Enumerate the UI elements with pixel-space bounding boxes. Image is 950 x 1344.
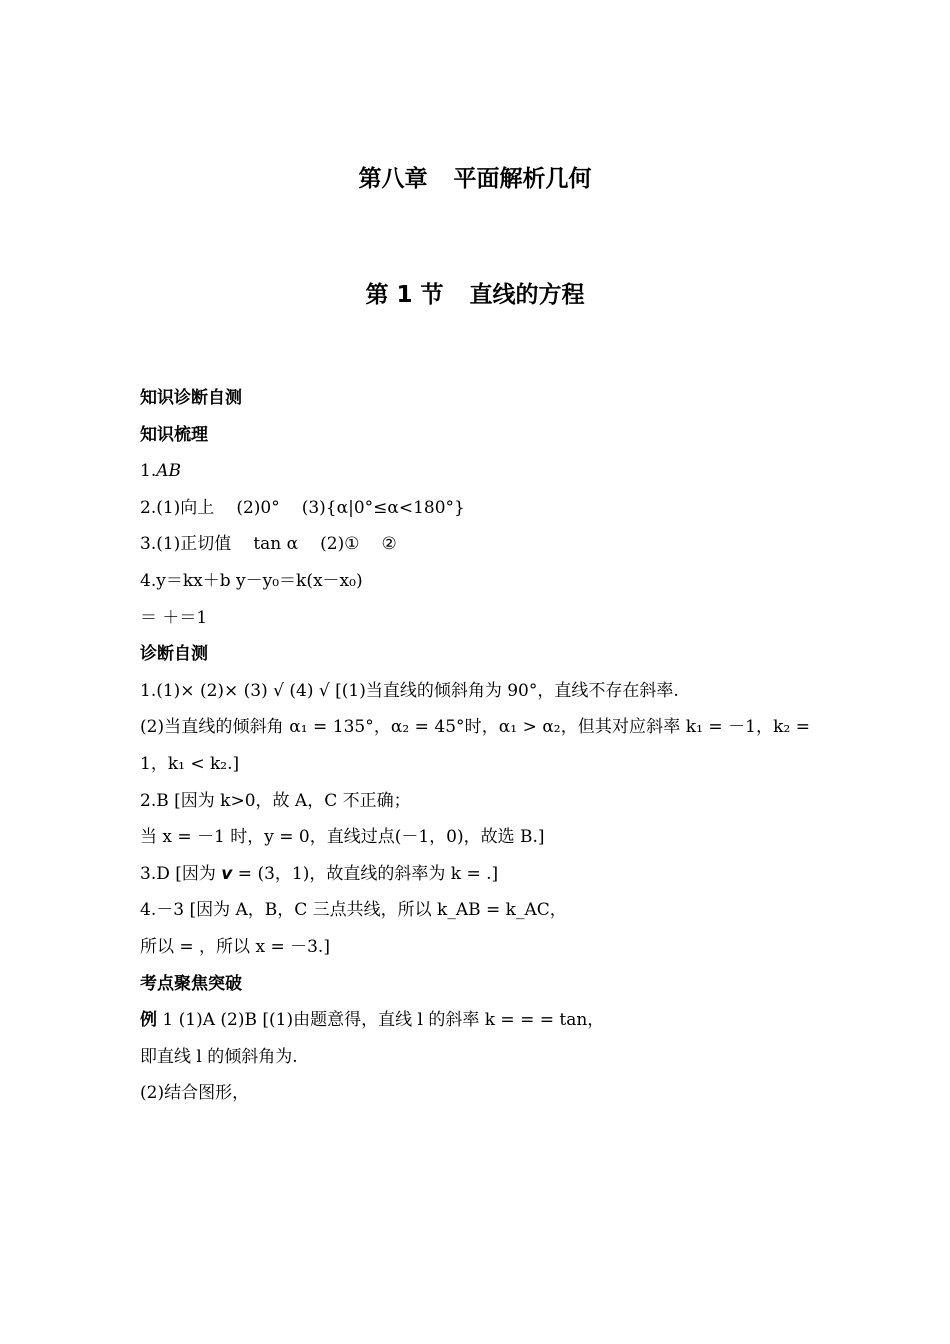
heading-selftest: 诊断自测 [140,644,208,665]
section-name: 直线的方程 [469,282,585,308]
selftest-line-4: 2.B [因为 k>0，故 A，C 不正确； [140,790,411,811]
knowledge-line-1-num: 1. [140,461,157,482]
selftest-line-5: 当 x = －1 时，y = 0，直线过点(－1，0)，故选 B.] [140,827,545,848]
section-title [0,276,950,309]
example-label: 例 [140,1010,157,1031]
knowledge-line-3 [140,526,810,563]
selftest-line-7: 4.－3 [因为 A，B，C 三点共线，所以 k_AB = k_AC， [140,900,567,921]
chapter-number: 第八章 [358,166,428,192]
selftest-line-1: 1.(1)× (2)× (3) √ (4) √ [(1)当直线的倾斜角为 90°，直线不存在斜率. [140,680,679,701]
selftest-line-6-a: 3.D [因为 [140,863,222,884]
selftest-line-6 [140,856,810,893]
chapter-title [0,160,950,193]
chapter-name: 平面解析几何 [453,166,592,192]
focus-line-1-text: 1 (1)A (2)B [(1)由题意得，直线 l 的斜率 k = = = tan， [157,1010,605,1031]
selftest-line-6-b: = (3，1)，故直线的斜率为 k = .] [232,863,499,884]
knowledge-line-3-d: ② [381,534,397,555]
knowledge-line-2-a: 2.(1)向上 [140,497,215,518]
knowledge-line-3-b: tan α [253,534,299,555]
knowledge-line-5: ＝ ＋＝1 [140,607,208,628]
selftest-line-8: 所以 = ，所以 x = －3.] [140,936,330,957]
answer-content [140,380,810,1112]
focus-line-1 [140,1002,810,1039]
knowledge-line-1 [140,453,810,490]
knowledge-line-2-b: (2)0° [236,497,280,518]
heading-focus: 考点聚焦突破 [140,973,242,994]
vector-v: v [221,863,233,884]
knowledge-line-2-c: (3){α|0°≤α<180°} [301,497,465,518]
selftest-line-3: 1，k₁ < k₂.] [140,753,240,774]
selftest-line-2: (2)当直线的倾斜角 α₁ = 135°，α₂ = 45°时，α₁ > α₂，但其对应斜率 k₁ = －1，k₂ = [140,717,810,738]
knowledge-line-3-c: (2)① [320,534,360,555]
knowledge-line-4: 4.y＝kx＋b y－y₀＝k(x－x₀) [140,570,363,591]
heading-diagnosis: 知识诊断自测 [140,388,242,408]
section-number: 第 1 节 [365,282,444,308]
knowledge-line-3-a: 3.(1)正切值 [140,534,232,555]
knowledge-line-2 [140,490,810,527]
knowledge-line-1-ab: AB [156,461,182,482]
focus-line-3: (2)结合图形， [140,1083,250,1104]
heading-knowledge: 知识梳理 [140,424,208,445]
focus-line-2: 即直线 l 的倾斜角为. [140,1046,298,1067]
